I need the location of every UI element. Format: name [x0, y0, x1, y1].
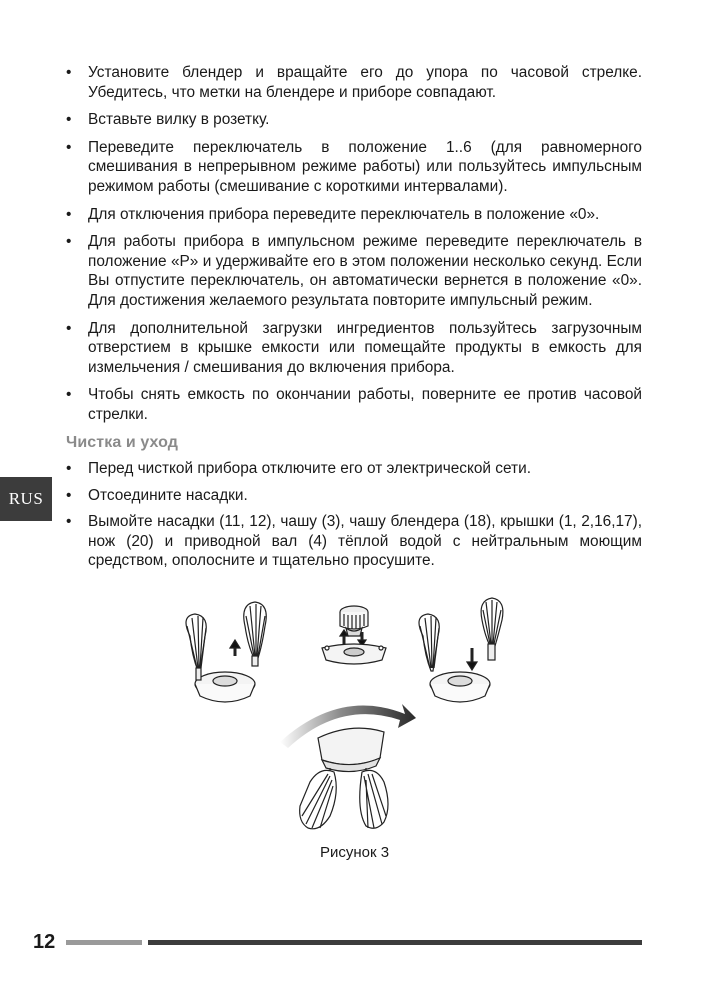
language-tab: RUS: [0, 477, 52, 521]
list-item-text: Переведите переключатель в положение 1..6 (для равномерного смешивания в непрерывном режиме работы) или пользуйтесь импульсным режимом работы (смешивание с короткими интервалами).: [88, 138, 642, 195]
list-item: [66, 205, 642, 225]
bullet: •: [66, 205, 72, 223]
bullet: •: [66, 319, 72, 337]
bullet: •: [66, 460, 72, 478]
bullet: •: [66, 138, 72, 156]
figure-caption: Рисунок 3: [319, 844, 390, 861]
list-item-text: Отсоедините насадки.: [88, 486, 248, 504]
instructions-list: [66, 63, 642, 425]
figure-illustration: [170, 596, 540, 846]
footer-bar-gray: [66, 940, 142, 945]
list-item: [66, 319, 642, 378]
list-item-text: Вымойте насадки (11, 12), чашу (3), чашу блендера (18), крышки (1, 2,16,17), нож (20) и приводной вал (4) тёплой водой с нейтральным моющим средством, ополосните и тщательно просушите.: [88, 513, 642, 570]
mixer-with-whisks-left: [186, 602, 266, 702]
page-content: [66, 63, 642, 578]
footer-bar-dark: [148, 940, 642, 945]
page-number: 12: [33, 931, 56, 953]
section-heading: Чистка и уход: [66, 433, 179, 451]
gearbox-attachment-center: [322, 606, 386, 664]
mixer-with-whisks-right: [419, 598, 503, 702]
list-item: [66, 512, 642, 571]
bullet: •: [66, 486, 72, 504]
list-item: [66, 110, 642, 130]
list-item: [66, 385, 642, 424]
list-item-text: Вставьте вилку в розетку.: [88, 111, 270, 129]
list-item-text: Установите блендер и вращайте его до упора по часовой стрелке. Убедитесь, что метки на блендере и приборе совпадают.: [88, 64, 642, 101]
list-item-text: Для дополнительной загрузки ингредиентов пользуйтесь загрузочным отверстием в крышке емкости или помещайте продукты в емкость для измельчения / смешивания до включения прибора.: [88, 319, 642, 376]
list-item: [66, 138, 642, 197]
bullet: •: [66, 111, 72, 129]
assembled-whisk-unit: [300, 728, 388, 829]
list-item: [66, 63, 642, 102]
list-item-text: Чтобы снять емкость по окончании работы, поверните ее против часовой стрелки.: [88, 386, 642, 423]
list-item: [66, 232, 642, 310]
bullet: •: [66, 386, 72, 404]
list-item-text: Для работы прибора в импульсном режиме переведите переключатель в положение «P» и удерживайте его в этом положении несколько секунд. Если Вы отпустите переключатель, он автоматически вернется в положение «0». Для достижения желаемого результата повторите импульсный режим.: [88, 233, 642, 309]
bullet: •: [66, 64, 72, 81]
list-item: [66, 486, 642, 506]
cleaning-list: [66, 459, 642, 571]
list-item-text: Для отключения прибора переведите переключатель в положение «0».: [88, 205, 600, 223]
list-item: [66, 459, 642, 479]
bullet: •: [66, 513, 72, 531]
bullet: •: [66, 233, 72, 251]
list-item-text: Перед чисткой прибора отключите его от электрической сети.: [88, 460, 531, 478]
